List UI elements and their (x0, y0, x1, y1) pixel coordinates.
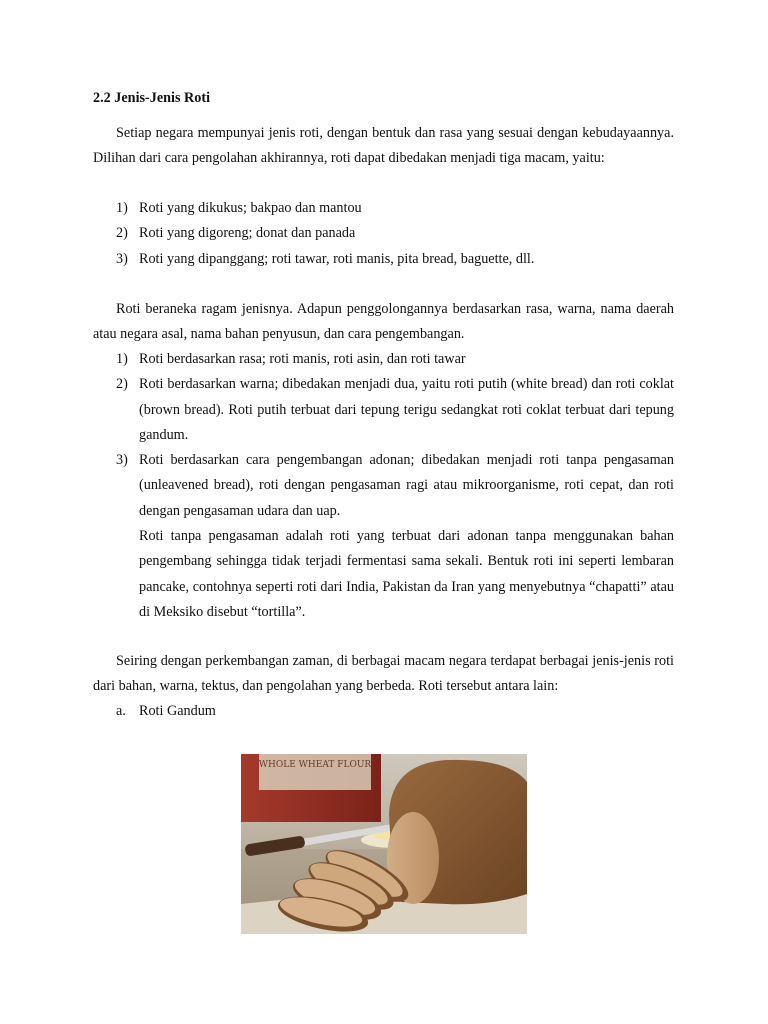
list-number: 1) (116, 351, 128, 367)
list-item-text: Roti yang digoreng; donat dan panada (139, 225, 356, 242)
paragraph-intro-text: Setiap negara mempunyai jenis roti, dengan bentuk dan rasa yang sesuai dengan kebudayaannya. Dilihan dari cara pengolahan akhirannya, roti dapat dibedakan menjadi tiga macam, yaitu: (93, 125, 674, 167)
list-item-note: Roti tanpa pengasaman adalah roti yang terbuat dari adonan tanpa menggunakan bahan pengembang sehingga tidak terjadi fermentasi sama sekali. Bentuk roti ini seperti lembaran pancake, contohnya seperti roti dari India, Pakistan da Iran yang menyebutnya “chapatti” atau di Meksiko disebut “tortilla”. (139, 528, 674, 620)
list-item (93, 221, 674, 246)
list-item-text: Roti yang dikukus; bakpao dan mantou (139, 200, 362, 216)
paragraph-classification-text: Roti beraneka ragam jenisnya. Adapun penggolongannya berdasarkan rasa, warna, nama daerah atau negara asal, nama bahan penyusun, dan cara pengembangan. (93, 301, 674, 343)
paragraph-varieties (93, 649, 674, 700)
list-item-text: Roti berdasarkan rasa; roti manis, roti asin, dan roti tawar (139, 351, 466, 367)
flour-bag-label: WHOLE WHEAT FLOUR (258, 760, 372, 770)
list-item (93, 347, 674, 372)
list-item-text: Roti berdasarkan warna; dibedakan menjadi dua, yaitu roti putih (white bread) dan roti coklat (brown bread). Roti putih terbuat dari tepung terigu sedangkat roti coklat terbuat dari tepung gandum. (139, 376, 674, 443)
list-item (93, 448, 674, 524)
list-item-text: Roti yang dipanggang; roti tawar, roti manis, pita bread, baguette, dll. (139, 250, 535, 267)
list-number: 2) (116, 376, 128, 393)
list-item (93, 699, 674, 724)
paragraph-varieties-text: Seiring dengan perkembangan zaman, di berbagai macam negara terdapat berbagai jenis-jenis roti dari bahan, warna, tektus, dan pengolahan yang berbeda. Roti tersebut antara lain: (93, 653, 674, 695)
list-item (93, 196, 674, 221)
bread-illustration (241, 754, 527, 934)
section-heading: 2.2 Jenis-Jenis Roti (93, 90, 211, 106)
list-number: 2) (116, 225, 128, 242)
list-item-text: Roti Gandum (139, 703, 216, 719)
list-bread-types (93, 699, 674, 724)
list-item-text: Roti berdasarkan cara pengembangan adonan; dibedakan menjadi roti tanpa pengasaman (unleavened bread), roti dengan pengasaman ragi atau mikroorganisme, roti cepat, dan roti dengan pengasaman udara dan uap. (139, 452, 674, 519)
paragraph-classification (93, 297, 674, 348)
list-number: 3) (116, 452, 128, 469)
list-cooking-methods (93, 196, 674, 272)
list-item (93, 247, 674, 272)
list-letter: a. (116, 703, 126, 719)
paragraph-intro (93, 121, 674, 172)
list-number: 3) (116, 250, 128, 267)
list-classification (93, 347, 674, 625)
list-number: 1) (116, 200, 128, 216)
whole-wheat-bread-photo (241, 754, 527, 934)
list-item (93, 372, 674, 448)
